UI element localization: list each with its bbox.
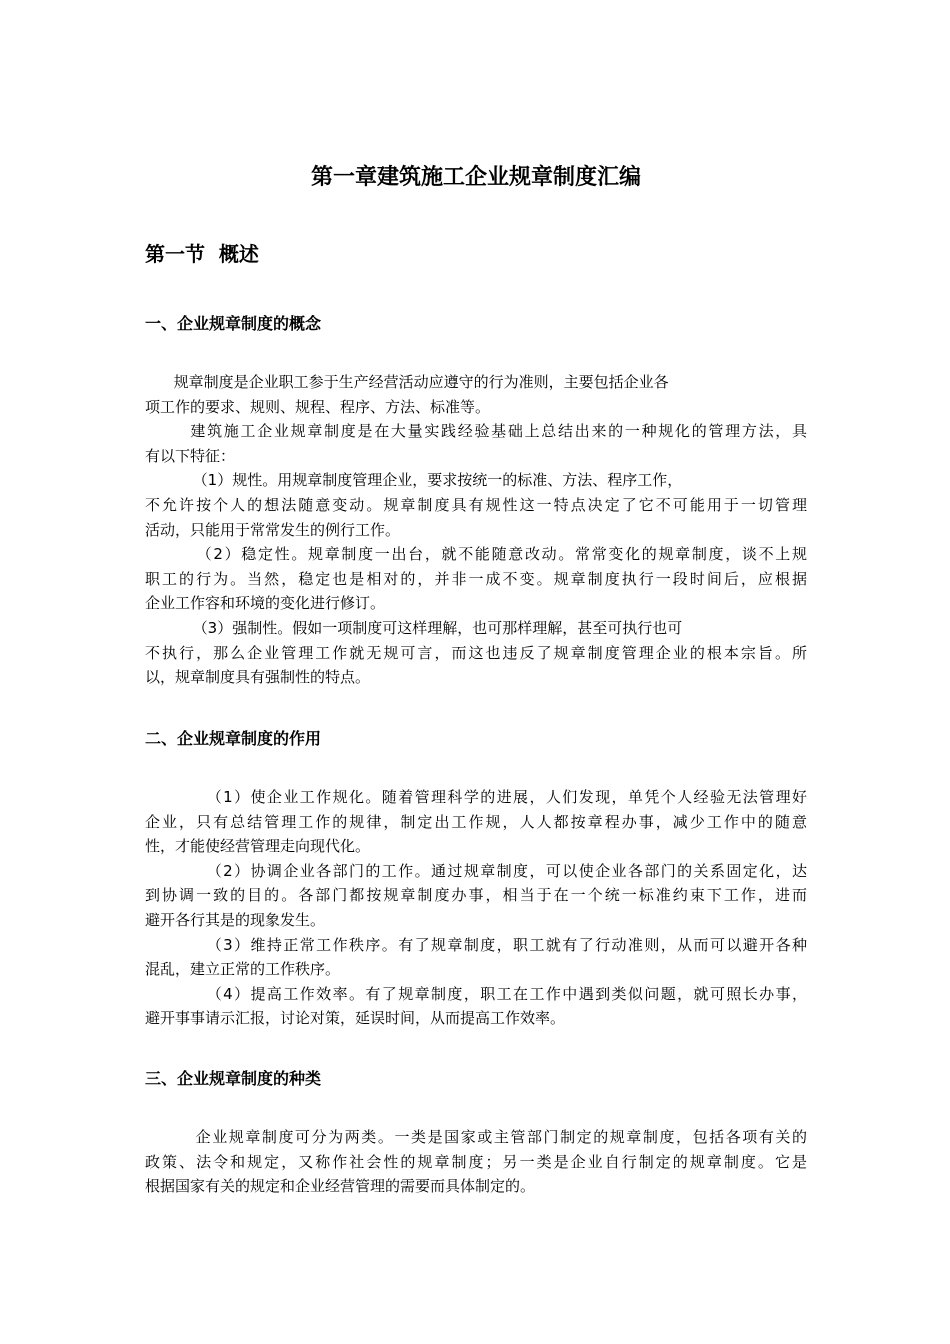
text-line: 企业，只有总结管理工作的规律，制定出工作规，人人都按章程办事，减少工作中的随意: [145, 812, 807, 831]
part3-paragraphs: [145, 1125, 807, 1199]
text-line: （3）维持正常工作秩序。有了规章制度，职工就有了行动准则，从而可以避开各种: [145, 935, 807, 954]
part2-heading: 二、企业规章制度的作用: [145, 729, 322, 748]
text-line: 到协调一致的目的。各部门都按规章制度办事，相当于在一个统一标准约束下工作，进而: [145, 886, 807, 905]
text-line: 政策、法令和规定，又称作社会性的规章制度；另一类是企业自行制定的规章制度。它是: [145, 1152, 807, 1171]
text-line: 混乱，建立正常的工作秩序。: [145, 960, 341, 979]
text-line: 规章制度是企业职工参于生产经营活动应遵守的行为准则，主要包括企业各: [145, 373, 669, 391]
text-line: 项工作的要求、规则、规程、程序、方法、标准等。: [145, 397, 491, 416]
chapter-title: 第一章建筑施工企业规章制度汇编: [310, 165, 641, 190]
text-line: 以，规章制度具有强制性的特点。: [145, 668, 371, 687]
part3-heading: 三、企业规章制度的种类: [145, 1069, 322, 1088]
part1-paragraphs: [145, 370, 807, 690]
text-line: 职工的行为。当然，稳定也是相对的，并非一成不变。规章制度执行一段时间后，应根据: [145, 569, 807, 588]
text-line: （3）强制性。假如一项制度可这样理解，也可那样理解，甚至可执行也可: [145, 618, 683, 637]
part1-heading: 一、企业规章制度的概念: [145, 314, 322, 333]
text-line: 根据国家有关的规定和企业经营管理的需要而具体制定的。: [145, 1177, 536, 1196]
text-line: （2）稳定性。规章制度一出台，就不能随意改动。常常变化的规章制度，谈不上规: [145, 545, 807, 564]
text-line: 企业规章制度可分为两类。一类是国家或主管部门制定的规章制度，包括各项有关的: [145, 1128, 807, 1146]
text-line: （4）提高工作效率。有了规章制度，职工在工作中遇到类似问题，就可照长办事，: [145, 984, 807, 1003]
text-line: 避开事事请示汇报，讨论对策，延误时间，从而提高工作效率。: [145, 1009, 566, 1028]
text-line: 企业工作容和环境的变化进行修订。: [145, 594, 386, 613]
text-line: 性，才能使经营管理走向现代化。: [145, 837, 371, 856]
text-line: 活动，只能用于常常发生的例行工作。: [145, 520, 401, 539]
text-line: （1）使企业工作规化。随着管理科学的进展，人们发现，单凭个人经验无法管理好: [145, 788, 807, 806]
part2-paragraphs: [145, 785, 807, 1031]
text-line: （1）规性。用规章制度管理企业，要求按统一的标准、方法、程序工作，: [145, 471, 683, 490]
text-line: （2）协调企业各部门的工作。通过规章制度，可以使企业各部门的关系固定化，达: [145, 861, 807, 880]
text-line: 不执行，那么企业管理工作就无规可言，而这也违反了规章制度管理企业的根本宗旨。所: [145, 643, 807, 662]
text-line: 不允许按个人的想法随意变动。规章制度具有规性这一特点决定了它不可能用于一切管理: [145, 495, 807, 514]
text-line: 建筑施工企业规章制度是在大量实践经验基础上总结出来的一种规化的管理方法，具: [145, 422, 807, 441]
text-line: 有以下特征：: [145, 446, 236, 465]
text-line: 避开各行其是的现象发生。: [145, 910, 326, 929]
section-title: 第一节 概述: [145, 242, 259, 266]
